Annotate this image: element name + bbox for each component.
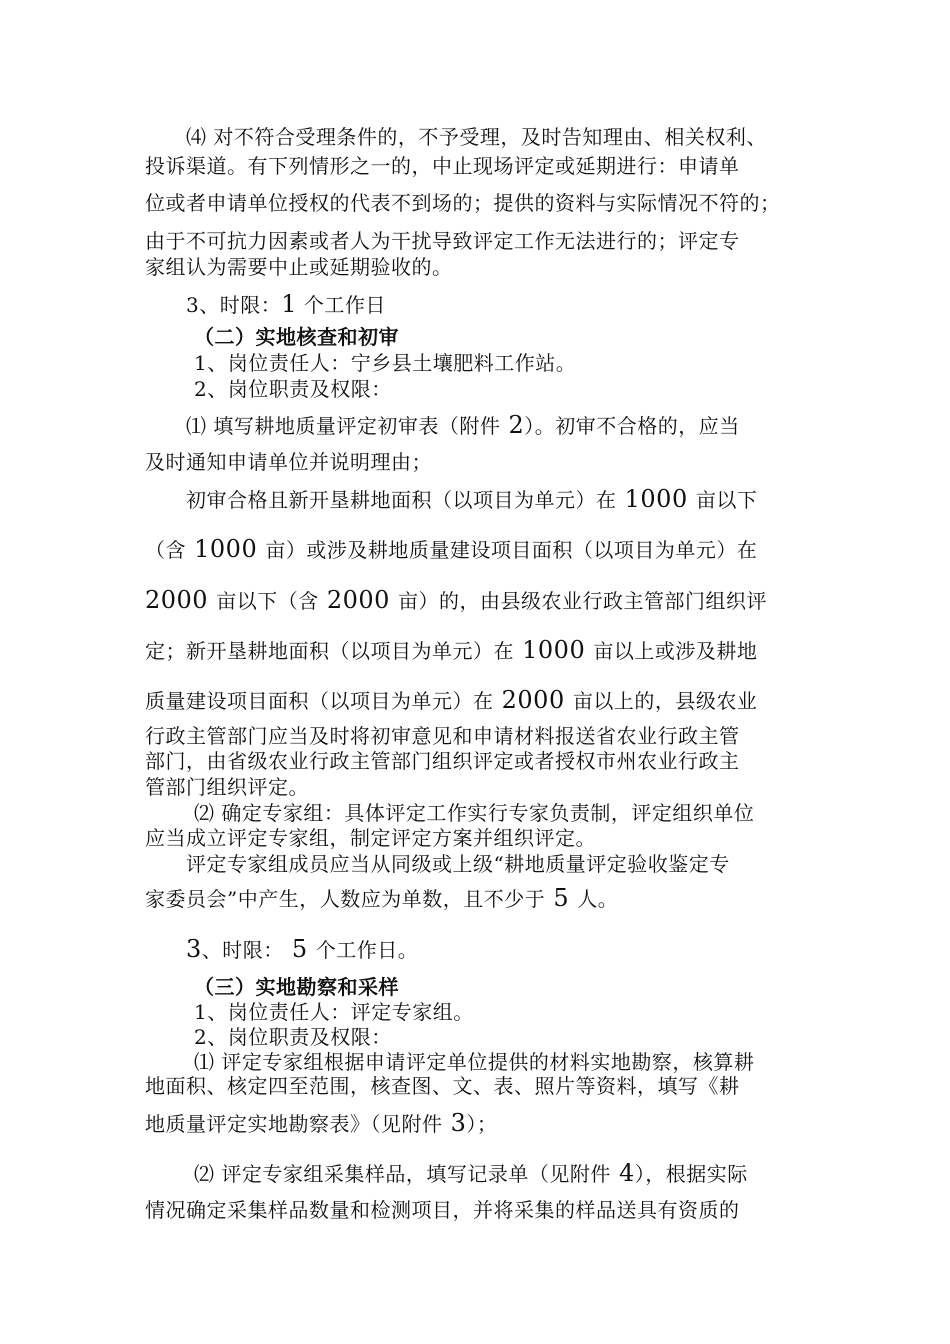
time-limit-line: 3、时限： 5 个工作日。 — [186, 935, 419, 963]
paragraph-line: 行政主管部门应当及时将初审意见和申请材料报送省农业行政主管 — [145, 724, 740, 748]
paragraph-line: 由于不可抗力因素或者人为干扰导致评定工作无法进行的；评定专 — [145, 229, 740, 253]
paragraph-line: ⑴ 评定专家组根据申请评定单位提供的材料实地勘察，核算耕 — [194, 1050, 755, 1074]
time-limit-value: 1 — [281, 290, 298, 318]
paragraph-line: 家委员会”中产生，人数应为单数，且不少于 5 人。 — [145, 884, 619, 912]
paragraph-line: 地面积、核定四至范围，核查图、文、表、照片等资料，填写《耕 — [145, 1074, 740, 1098]
section-heading: （二）实地核查和初审 — [194, 325, 399, 349]
paragraph-line: 评定专家组成员应当从同级或上级“耕地质量评定验收鉴定专 — [186, 852, 730, 876]
paragraph-line: 应当成立评定专家组，制定评定方案并组织评定。 — [145, 826, 596, 850]
paragraph-line: 定；新开垦耕地面积（以项目为单元）在 1000 亩以上或涉及耕地 — [145, 636, 758, 664]
paragraph-line: 位或者申请单位授权的代表不到场的；提供的资料与实际情况不符的； — [145, 191, 781, 215]
paragraph-line: 地质量评定实地勘察表》（见附件 3）； — [145, 1109, 498, 1137]
paragraph-line: 投诉渠道。有下列情形之一的，中止现场评定或延期进行：申请单 — [145, 154, 740, 178]
time-limit-label: 3、时限： — [186, 293, 282, 317]
paragraph-line: ⑴ 填写耕地质量评定初审表（附件 2）。初审不合格的，应当 — [186, 411, 740, 439]
paragraph-line: 管部门组织评定。 — [145, 775, 309, 799]
time-limit-line — [186, 291, 386, 318]
paragraph-line: 1、岗位责任人：评定专家组。 — [194, 1000, 474, 1024]
paragraph-line: 质量建设项目面积（以项目为单元）在 2000 亩以上的，县级农业 — [145, 686, 758, 714]
paragraph-line: 2、岗位职责及权限： — [194, 377, 392, 401]
paragraph-line: 部门，由省级农业行政主管部门组织评定或者授权市州农业行政主 — [145, 749, 740, 773]
paragraph-line: 及时通知申请单位并说明理由； — [145, 450, 432, 474]
paragraph-line: 2000 亩以下（含 2000 亩）的，由县级农业行政主管部门组织评 — [145, 586, 768, 614]
time-limit-suffix: 个工作日 — [303, 293, 386, 317]
paragraph-line: 1、岗位责任人：宁乡县土壤肥料工作站。 — [194, 351, 577, 375]
paragraph-line: ⑵ 确定专家组：具体评定工作实行专家负责制，评定组织单位 — [194, 801, 755, 825]
paragraph-line: ⑷ 对不符合受理条件的，不予受理，及时告知理由、相关权利、 — [186, 125, 767, 149]
section-heading: （三）实地勘察和采样 — [194, 975, 399, 999]
paragraph-line: （含 1000 亩）或涉及耕地质量建设项目面积（以项目为单元）在 — [145, 535, 758, 563]
paragraph-line: 情况确定采集样品数量和检测项目，并将采集的样品送具有资质的 — [145, 1198, 740, 1222]
paragraph-line: 2、岗位职责及权限： — [194, 1025, 392, 1049]
paragraph-line: ⑵ 评定专家组采集样品，填写记录单（见附件 4），根据实际 — [194, 1159, 748, 1187]
paragraph-line: 初审合格且新开垦耕地面积（以项目为单元）在 1000 亩以下 — [186, 485, 758, 513]
paragraph-line: 家组认为需要中止或延期验收的。 — [145, 255, 453, 279]
